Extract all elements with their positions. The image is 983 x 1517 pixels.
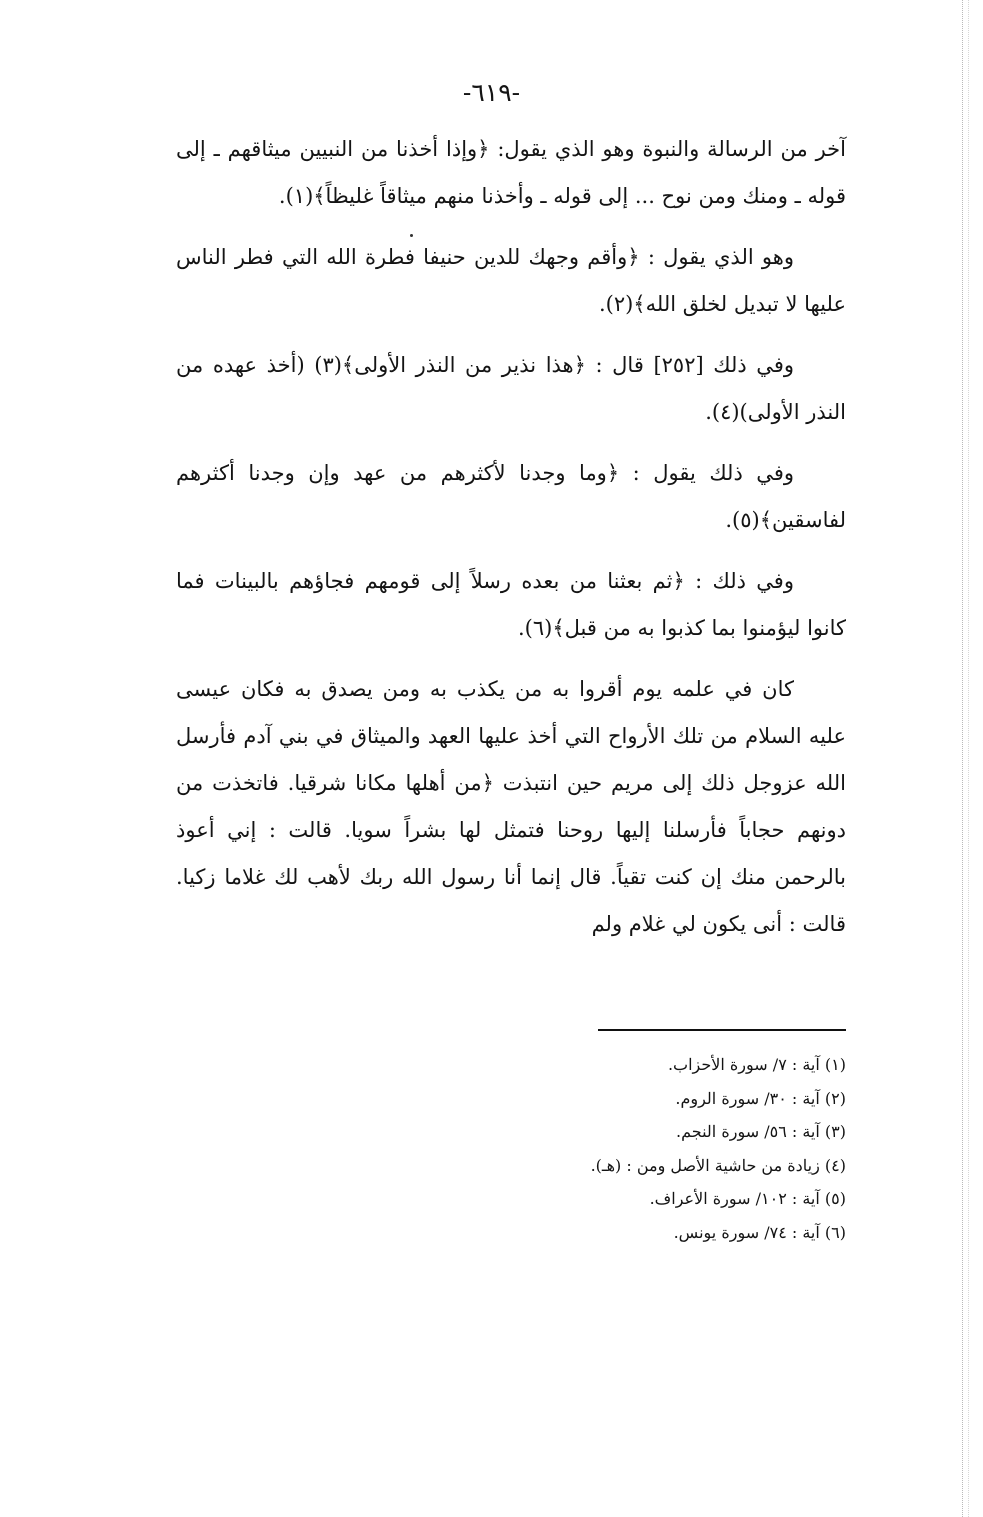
page-edge-line — [962, 0, 963, 1517]
main-text — [176, 126, 846, 948]
page-number: -٦١٩- — [462, 78, 521, 107]
paragraph: كان في علمه يوم أقروا به من يكذب به ومن يصدق به فكان عيسى عليه السلام من تلك الأرواح التي أخذ عليها العهد والميثاق في بني آدم فأرسل الله عزوجل ذلك إلى مريم حين انتبذت ﴿من أهلها مكانا شرقيا. فاتخذت من دونهم حجاباً فأرسلنا إليها روحنا فتمثل لها بشراً سويا. قالت : إني أعوذ بالرحمن منك إن كنت تقياً. قال إنما أنا رسول الله ربك لأهب لك غلاما زكيا. قالت : أنى يكون لي غلام ولم — [176, 677, 846, 936]
footnote: (٣) آية : ٥٦/ سورة النجم. — [676, 1122, 846, 1142]
paragraph: وهو الذي يقول : ﴿وأقم وجهك للدين حنيفا فطرة الله التي فطر الناس عليها لا تبديل لخلق الله﴾(٢). — [176, 245, 846, 316]
paragraph: وفي ذلك [٢٥٢] قال : ﴿هذا نذير من النذر الأولى﴾(٣) (أخذ عهده من النذر الأولى)(٤). — [176, 353, 846, 424]
footnote: (٥) آية : ١٠٢/ سورة الأعراف. — [649, 1189, 846, 1209]
paragraph: وفي ذلك : ﴿ثم بعثنا من بعده رسلاً إلى قومهم فجاؤهم بالبينات فما كانوا ليؤمنوا بما كذبوا به من قبل﴾(٦). — [176, 569, 846, 640]
footnote: (٤) زيادة من حاشية الأصل ومن : (هـ). — [590, 1155, 846, 1175]
paragraph: وفي ذلك يقول : ﴿وما وجدنا لأكثرهم من عهد وإن وجدنا أكثرهم لفاسقين﴾(٥). — [176, 461, 846, 532]
footnotes — [340, 1048, 846, 1250]
footnote: (٦) آية : ٧٤/ سورة يونس. — [673, 1222, 846, 1242]
paragraph: آخر من الرسالة والنبوة وهو الذي يقول: ﴿وإذا أخذنا من النبيين ميثاقهم ـ إلى قوله ـ ومنك ومن نوح ... إلى قوله ـ وأخذنا منهم ميثاقاً غليظاً﴾(١). — [176, 137, 846, 208]
footnote-separator — [598, 1029, 846, 1031]
page-edge-line — [968, 0, 969, 1517]
footnote: (١) آية : ٧/ سورة الأحزاب. — [667, 1055, 846, 1074]
footnote: (٢) آية : ٣٠/ سورة الروم. — [675, 1088, 846, 1108]
